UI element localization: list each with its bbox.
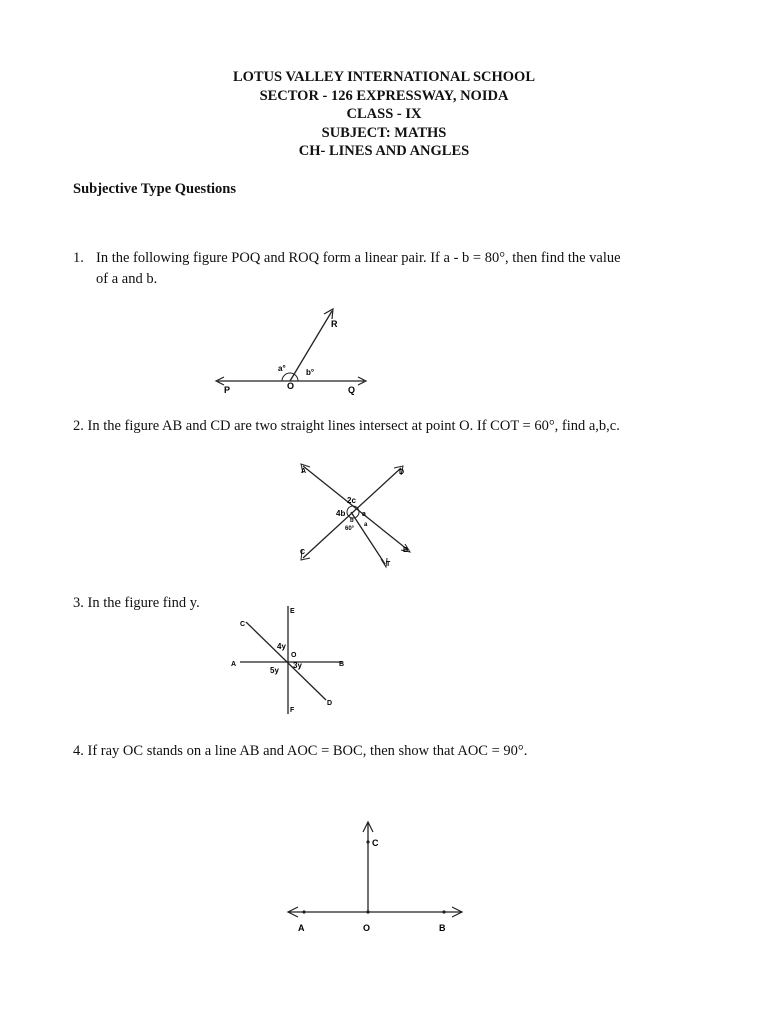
fig2-label-b: B	[403, 547, 409, 554]
fig3-label-o: O	[291, 652, 297, 659]
fig2-label-a: A	[301, 468, 307, 475]
class-label: CLASS - IX	[346, 106, 422, 122]
fig2-label-a-angle: a	[362, 511, 366, 518]
question-1	[73, 248, 621, 290]
subject-label: SUBJECT: MATHS	[321, 124, 447, 141]
fig2-label-4b: 4b	[336, 509, 346, 518]
figure-4-ray-oc	[282, 812, 467, 937]
fig2-label-c: C	[300, 549, 306, 556]
fig4-label-c: C	[372, 838, 379, 848]
fig2-label-60: 60°	[345, 526, 355, 532]
document-header	[0, 68, 768, 161]
question-1-number: 1.	[73, 250, 84, 266]
fig1-label-a: a°	[278, 364, 286, 373]
fig2-label-2c: 2c	[347, 496, 356, 505]
fig3-label-3y: 3y	[293, 661, 302, 670]
figure-2-intersecting-lines	[293, 460, 418, 572]
fig3-label-5y: 5y	[270, 666, 279, 675]
fig3-label-f: F	[290, 707, 295, 714]
fig4-label-o: O	[363, 923, 371, 933]
fig3-label-e: E	[290, 608, 295, 615]
fig2-label-a-angle-2: a	[364, 522, 368, 528]
fig4-label-a: A	[298, 923, 305, 933]
fig1-label-p: P	[224, 385, 231, 395]
school-address: SECTOR - 126 EXPRESSWAY, NOIDA	[259, 87, 509, 104]
fig2-label-b-angle: b	[350, 518, 354, 524]
question-2-text: 2. In the figure AB and CD are two straight lines intersect at point O. If COT = 60°, find a,b,c.	[73, 418, 620, 434]
question-4-text: 4. If ray OC stands on a line AB and AOC = BOC, then show that AOC = 90°.	[73, 743, 528, 759]
fig2-label-t: T	[386, 561, 391, 568]
fig1-label-q: Q	[348, 385, 356, 395]
school-name: LOTUS VALLEY INTERNATIONAL SCHOOL	[232, 69, 536, 85]
fig1-label-o: O	[287, 381, 295, 391]
fig3-label-c: C	[240, 621, 246, 628]
fig3-label-4y: 4y	[277, 642, 286, 651]
fig2-label-d: D	[399, 469, 405, 476]
section-title: Subjective Type Questions	[73, 181, 237, 197]
fig1-label-r: R	[331, 319, 338, 329]
fig4-label-b: B	[439, 923, 446, 933]
fig3-label-b: B	[339, 661, 345, 668]
question-1-text-line2: of a and b.	[96, 271, 158, 287]
fig3-label-a: A	[231, 661, 237, 668]
question-1-text-line1: In the following figure POQ and ROQ form a linear pair. If a - b = 80°, then find the value	[96, 250, 621, 266]
figure-3-find-y	[230, 604, 348, 717]
question-3-text: 3. In the figure find y.	[73, 595, 200, 611]
chapter-label: CH- LINES AND ANGLES	[298, 143, 470, 159]
figure-1-linear-pair	[212, 305, 372, 400]
fig3-label-d: D	[327, 700, 333, 707]
fig1-label-b: b°	[306, 368, 315, 377]
